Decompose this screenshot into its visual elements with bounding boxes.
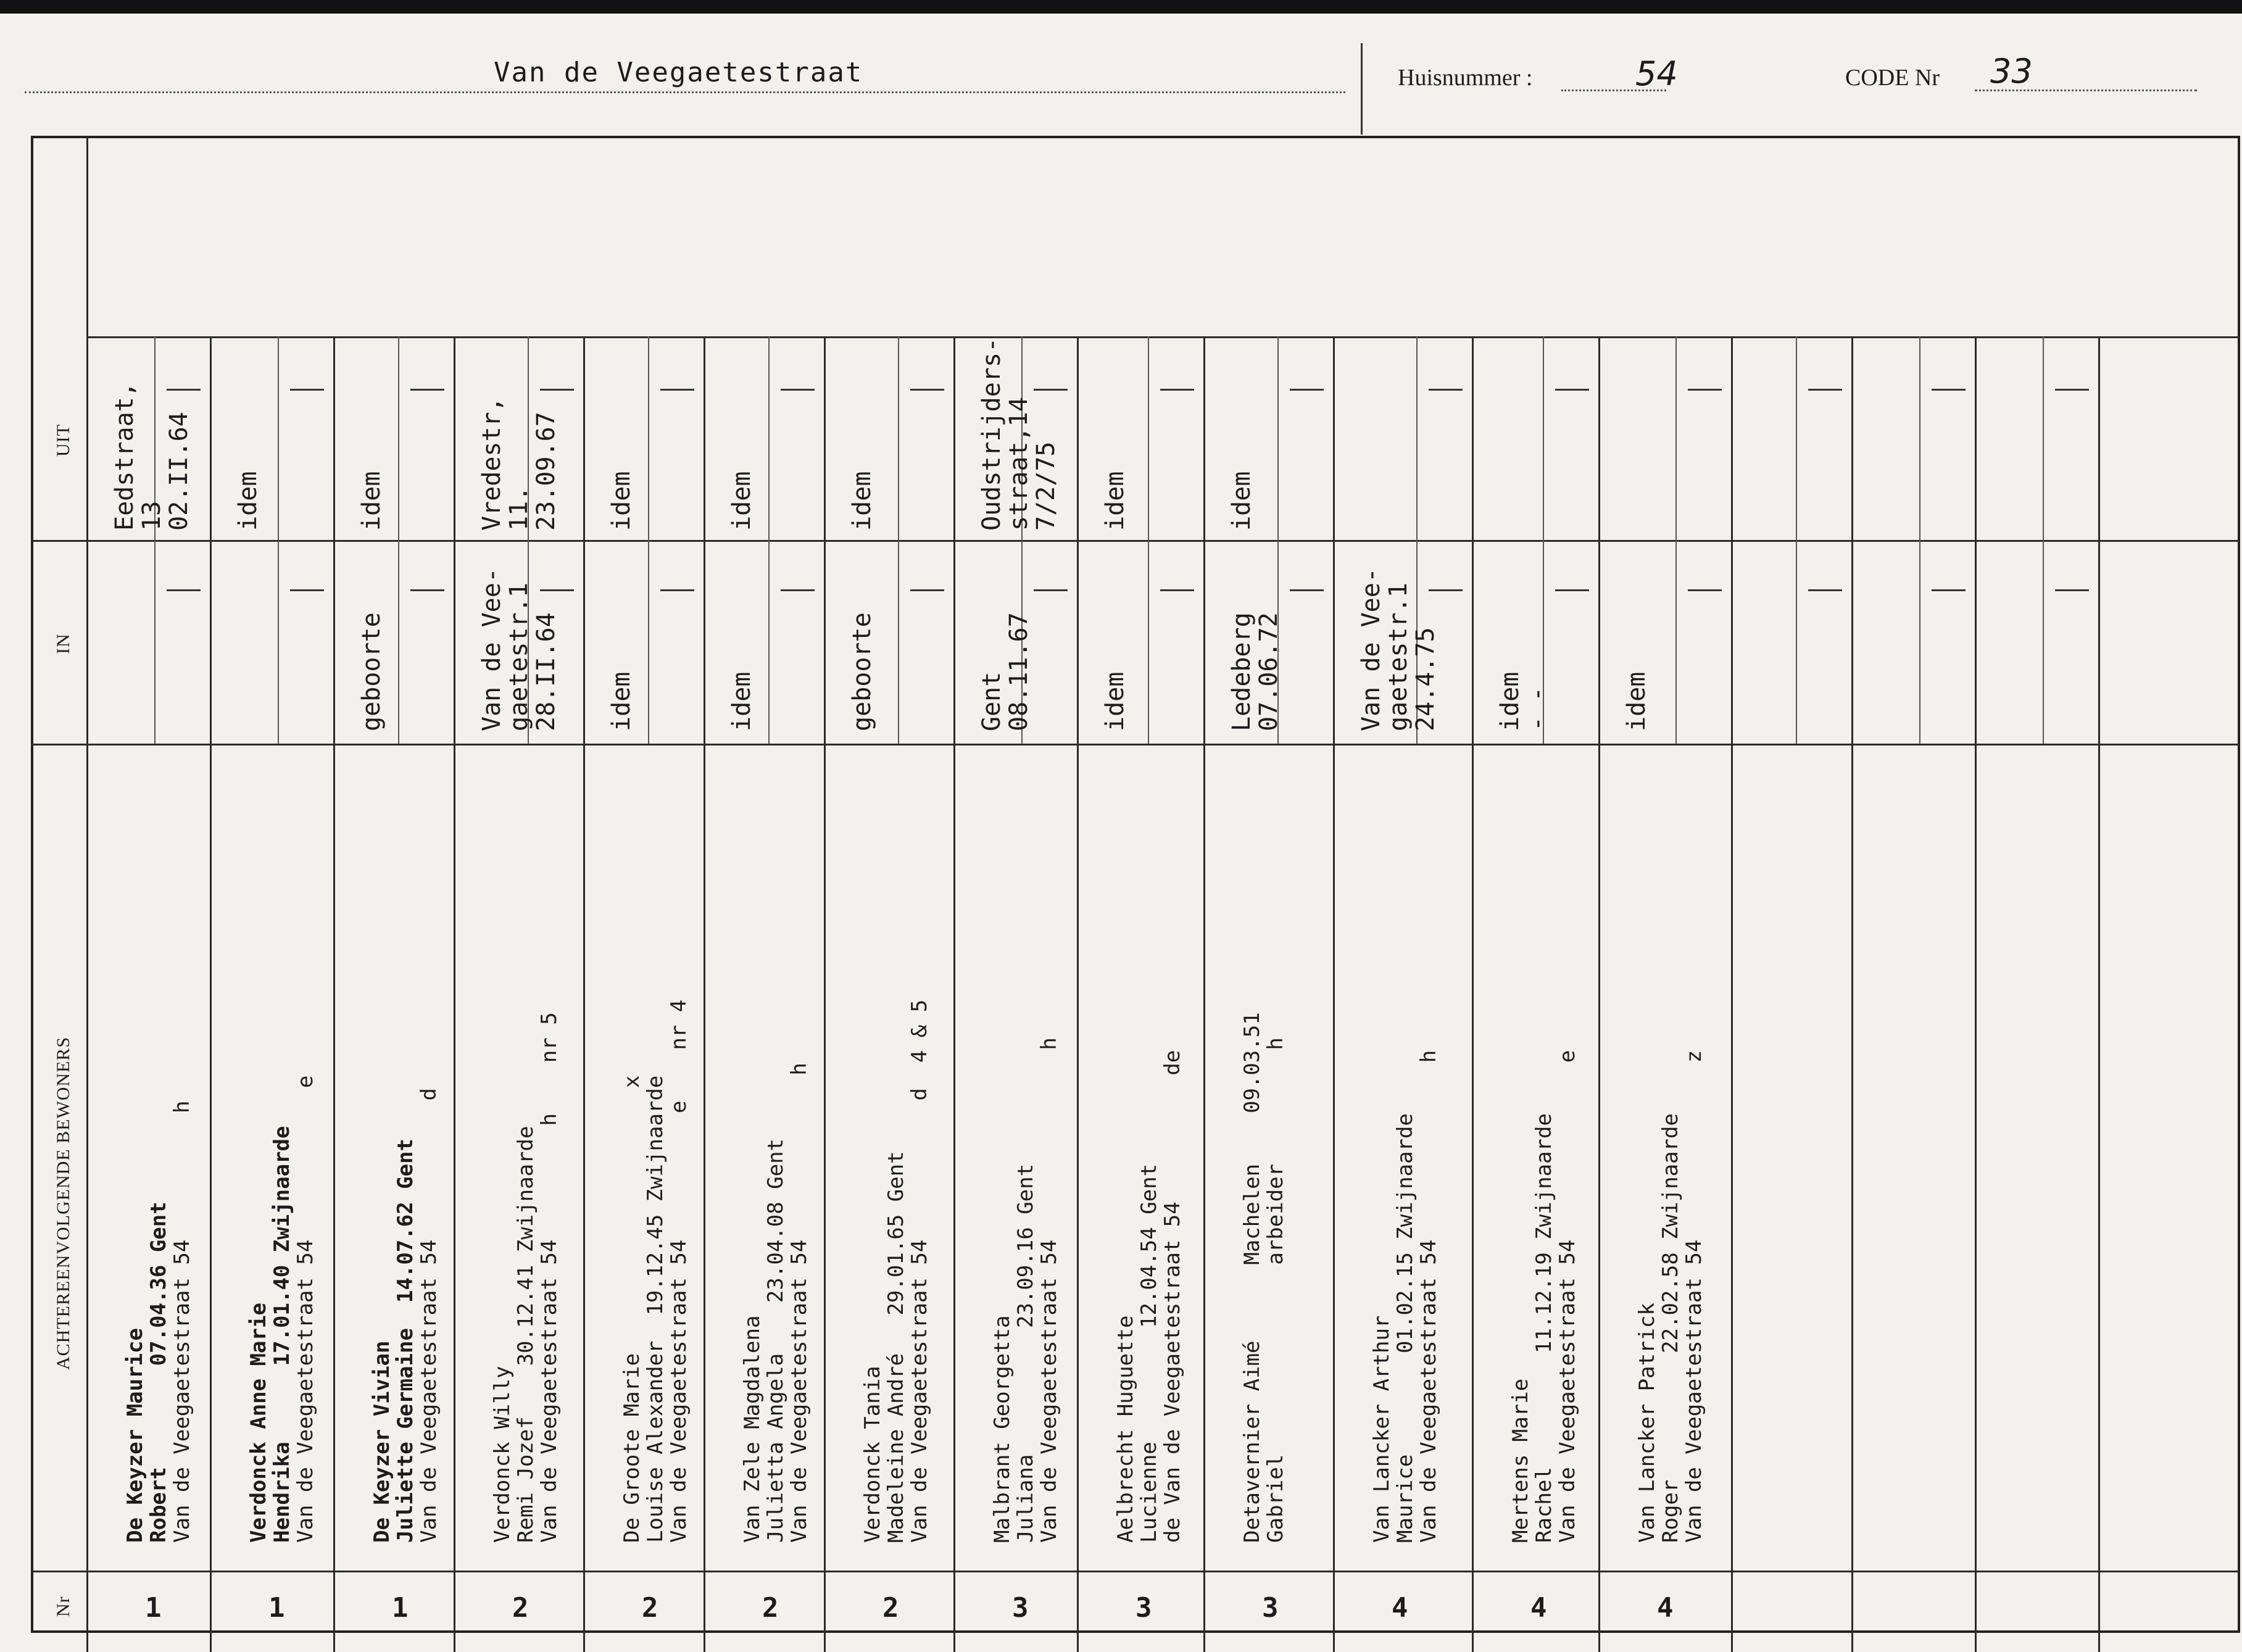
empty-field-dash (910, 589, 944, 591)
bottom-tick (1975, 1633, 1977, 1652)
resident-entry (1240, 1012, 1287, 1543)
resident-entry (123, 1101, 194, 1543)
uit-line: idem (607, 471, 636, 531)
row-nr: 4 (1530, 1592, 1547, 1624)
street-dotted-line (25, 91, 1345, 93)
resident-entry (491, 1012, 561, 1543)
bottom-tick (1077, 1633, 1079, 1652)
in-entry (478, 568, 560, 731)
empty-field-dash (1808, 389, 1842, 391)
uit-line: 13 (138, 500, 166, 531)
uit-line: idem (728, 471, 756, 531)
in-line: Ledeberg (1227, 612, 1256, 731)
empty-field-dash (660, 389, 694, 391)
resident-line: Remi Jozef 30.12.41 Zwijnaarde (513, 1126, 538, 1543)
resident-line: Madeleine André 29.01.65 Gent (884, 1151, 908, 1543)
empty-field-dash (1688, 389, 1722, 391)
in-entry (608, 672, 635, 731)
uit-entry (1102, 471, 1129, 531)
bottom-tick (824, 1633, 826, 1652)
bottom-tick (333, 1633, 335, 1652)
resident-line: Van de Veegaetestraat 54 h nr 5 (537, 1012, 562, 1543)
resident-line: Verdonck Tania (860, 1366, 885, 1543)
grid-column-line (1203, 336, 1205, 1633)
scan-top-edge (0, 0, 2242, 14)
uit-entry (111, 382, 193, 531)
grid-subcolumn-line (1148, 336, 1149, 744)
in-line: 24.4.75 (1411, 627, 1440, 731)
grid-subcolumn-line (648, 336, 649, 744)
in-line: 08.11.67 (1005, 612, 1033, 731)
in-line: idem (728, 671, 756, 731)
uit-entry (235, 471, 262, 531)
grid-column-line (953, 336, 955, 1633)
grid-subcolumn-line (768, 336, 770, 744)
resident-line: Maurice 01.02.15 Zwijnaarde (1393, 1113, 1418, 1543)
column-header-in: IN (53, 633, 73, 654)
grid-column-line (704, 336, 705, 1633)
empty-field-dash (1290, 389, 1324, 391)
resident-entry (861, 1000, 931, 1543)
resident-line: Julietta Angela 23.04.08 Gent (763, 1138, 788, 1543)
empty-field-dash (1688, 589, 1722, 591)
bottom-tick (953, 1633, 955, 1652)
uit-line: idem (234, 471, 262, 531)
row-nr: 2 (882, 1592, 899, 1624)
resident-line: Robert 07.04.36 Gent (146, 1202, 171, 1543)
grid-line-in-bewoners (31, 744, 2240, 745)
bottom-tick (1203, 1633, 1205, 1652)
resident-line: Verdonck Anne Marie (246, 1303, 271, 1543)
in-entry (1497, 672, 1551, 731)
grid-subcolumn-line (1796, 336, 1797, 744)
grid-subcolumn-line (278, 336, 279, 744)
grid-subcolumn-line (398, 336, 399, 744)
empty-field-dash (781, 589, 815, 591)
bottom-tick (583, 1633, 585, 1652)
empty-field-dash (2055, 389, 2089, 391)
grid-line-top (86, 336, 2240, 338)
empty-field-dash (1555, 589, 1589, 591)
grid-line-bewoners-nr (31, 1571, 2240, 1572)
resident-line: Van Lancker Patrick (1635, 1303, 1659, 1543)
resident-entry (1114, 1050, 1184, 1543)
resident-line: Van de Veegaetestraat 54 z (1682, 1050, 1706, 1543)
empty-field-dash (1429, 389, 1463, 391)
grid-column-line (1975, 336, 1977, 1633)
resident-line: Van de Veegaetestraat 54 h (787, 1063, 812, 1543)
in-line: idem (1101, 671, 1129, 731)
empty-field-dash (290, 589, 324, 591)
in-line: idem (1622, 671, 1651, 731)
column-header-uit: UIT (53, 424, 73, 457)
uit-line: idem (1227, 471, 1256, 531)
bottom-tick (86, 1633, 88, 1652)
grid-column-line (454, 336, 455, 1633)
uit-line: 7/2/75 (1032, 441, 1060, 531)
resident-entry (990, 1037, 1061, 1543)
in-line: - - (1523, 686, 1551, 731)
street-name: Van de Veegaetestraat (494, 57, 863, 88)
in-entry (978, 612, 1032, 731)
resident-line: Hendrika 17.01.40 Zwijnaarde (270, 1126, 294, 1543)
row-nr: 1 (392, 1592, 409, 1624)
bottom-tick (1851, 1633, 1853, 1652)
grid-column-line (583, 336, 585, 1633)
uit-entry (608, 471, 635, 531)
empty-field-dash (167, 589, 201, 591)
in-entry (1623, 672, 1650, 731)
empty-field-dash (1555, 389, 1589, 391)
bottom-tick (2098, 1633, 2100, 1652)
grid-column-line (824, 336, 826, 1633)
resident-line: Van Zele Magdalena (740, 1315, 765, 1543)
resident-entry (1635, 1050, 1706, 1543)
empty-field-dash (660, 589, 694, 591)
grid-subcolumn-line (898, 336, 899, 744)
resident-line: Van de Veegaetestraat 54 h (1416, 1050, 1441, 1543)
bottom-tick (1472, 1633, 1474, 1652)
row-nr: 4 (1657, 1592, 1674, 1624)
resident-line: Van de Veegaetestraat 54 e nr 4 (666, 999, 691, 1543)
grid-column-line (86, 136, 88, 1633)
in-entry (1228, 612, 1282, 731)
huisnummer-label: Huisnummer : (1398, 65, 1533, 91)
grid-column-line (1731, 336, 1733, 1633)
resident-line: Louise Alexander 19.12.45 Zwijnaarde (643, 1075, 668, 1543)
grid-column-line (2098, 336, 2100, 1633)
empty-field-dash (2055, 589, 2089, 591)
empty-field-dash (410, 389, 444, 391)
in-line: gaetestr.1 (1384, 583, 1413, 731)
empty-field-dash (540, 389, 574, 391)
resident-line: Van de Veegaetestraat 54 d 4 & 5 (907, 999, 932, 1543)
resident-line: Van Lancker Arthur (1369, 1315, 1394, 1543)
in-line: Van de Vee- (478, 568, 506, 731)
uit-entry (478, 397, 560, 531)
resident-line: De Keyzer Vivian (370, 1340, 394, 1543)
in-line: geboorte (848, 612, 876, 731)
header-divider (1361, 43, 1363, 135)
empty-field-dash (1932, 589, 1966, 591)
grid-column-line (1598, 336, 1600, 1633)
column-header-bewoners: ACHTEREENVOLGENDE BEWONERS (53, 1036, 73, 1370)
row-nr: 3 (1136, 1592, 1152, 1624)
uit-line: Oudstrijders- (978, 337, 1006, 531)
in-entry (728, 672, 755, 731)
resident-entry (370, 1088, 441, 1543)
empty-field-dash (1034, 589, 1068, 591)
uit-entry (978, 338, 1060, 531)
resident-line: Aelbrecht Huguette (1113, 1315, 1138, 1543)
row-nr: 3 (1012, 1592, 1029, 1624)
in-line: Gent (978, 671, 1006, 731)
resident-entry (741, 1063, 811, 1543)
in-line: idem (1496, 671, 1524, 731)
in-entry (1102, 672, 1129, 731)
grid-column-line (1333, 336, 1335, 1633)
resident-entry (247, 1076, 317, 1543)
bottom-tick (1731, 1633, 1733, 1652)
in-line: 28.II.64 (532, 612, 560, 731)
uit-entry (1228, 471, 1255, 531)
uit-line: 02.II.64 (165, 412, 193, 531)
row-nr: 2 (512, 1592, 529, 1624)
row-nr: 3 (1262, 1592, 1279, 1624)
empty-field-dash (290, 389, 324, 391)
resident-line: Van de Veegaetestraat 54 e (293, 1075, 318, 1543)
resident-line: Mertens Marie (1508, 1378, 1533, 1543)
empty-field-dash (1290, 589, 1324, 591)
empty-field-dash (410, 589, 444, 591)
code-value: 33 (1990, 52, 2033, 91)
empty-field-dash (1808, 589, 1842, 591)
bottom-tick (210, 1633, 212, 1652)
empty-field-dash (1160, 389, 1194, 391)
in-line: gaetestr.1 (505, 583, 533, 731)
uit-line: straat,14 (1005, 397, 1033, 531)
in-line: 07.06.72 (1255, 612, 1283, 731)
resident-line: Malbrant Georgetta (990, 1315, 1015, 1543)
grid-subcolumn-line (1919, 336, 1920, 744)
uit-line: 11. (505, 486, 533, 531)
uit-line: idem (848, 471, 876, 531)
bottom-tick (1598, 1633, 1600, 1652)
column-header-nr: Nr (53, 1596, 73, 1617)
uit-line: idem (1101, 471, 1129, 531)
resident-line: Van de Veegaetestraat 54 d (417, 1088, 441, 1543)
in-entry (1358, 568, 1439, 731)
bottom-tick (1333, 1633, 1335, 1652)
resident-entry (620, 1000, 691, 1543)
empty-field-dash (781, 389, 815, 391)
resident-line: Van de Veegaetestraat 54 h (1037, 1037, 1061, 1543)
resident-entry (1370, 1050, 1440, 1543)
row-nr: 4 (1392, 1592, 1408, 1624)
resident-line: Van de Veegaetestraat 54 e (1555, 1050, 1580, 1543)
uit-entry (358, 471, 385, 531)
row-nr: 1 (145, 1592, 162, 1624)
row-nr: 1 (268, 1592, 285, 1624)
empty-field-dash (910, 389, 944, 391)
resident-line: Rachel 11.12.19 Zwijnaarde (1532, 1113, 1556, 1543)
resident-line: de Van de Veegaetestraat 54 de (1160, 1050, 1185, 1543)
resident-line: De Groote Marie x (620, 1075, 644, 1543)
grid-column-line (1851, 336, 1853, 1633)
resident-line: Lucienne 12.04.54 Gent (1137, 1163, 1161, 1543)
resident-line: De Keyzer Maurice (123, 1328, 147, 1543)
huisnummer-value: 54 (1635, 54, 1678, 93)
uit-entry (849, 471, 876, 531)
in-line: geboorte (357, 612, 386, 731)
code-label: CODE Nr (1845, 65, 1940, 91)
uit-entry (728, 471, 755, 531)
resident-line: Juliette Germaine 14.07.62 Gent (393, 1138, 418, 1543)
grid-column-line (333, 336, 335, 1633)
grid-subcolumn-line (1675, 336, 1677, 744)
in-line: idem (607, 671, 636, 731)
grid-subcolumn-line (2043, 336, 2044, 744)
in-line: Van de Vee- (1357, 568, 1385, 731)
grid-column-line (1472, 336, 1474, 1633)
in-entry (358, 612, 385, 731)
bottom-tick (704, 1633, 705, 1652)
resident-line: Detavernier Aimé Machelen 09.03.51 (1240, 1012, 1264, 1543)
uit-line: idem (357, 471, 386, 531)
resident-entry (1509, 1050, 1579, 1543)
empty-field-dash (1932, 389, 1966, 391)
uit-line: Vredestr, (478, 397, 506, 531)
grid-column-line (210, 336, 212, 1633)
grid-line-uit-in (31, 540, 2240, 542)
grid-column-line (1077, 336, 1079, 1633)
row-nr: 2 (762, 1592, 779, 1624)
resident-line: Roger 22.02.58 Zwijnaarde (1658, 1113, 1683, 1543)
uit-line: 23.09.67 (532, 412, 560, 531)
row-nr: 2 (642, 1592, 658, 1624)
in-entry (849, 612, 876, 731)
empty-field-dash (1160, 589, 1194, 591)
resident-line: Juliana 23.09.16 Gent (1013, 1163, 1038, 1543)
bottom-tick (454, 1633, 455, 1652)
resident-line: Van de Veegaetestraat 54 h (170, 1100, 194, 1543)
uit-line: Eedstraat, (110, 382, 139, 531)
resident-line: Gabriel arbeider h (1263, 1037, 1288, 1543)
resident-line: Verdonck Willy (490, 1366, 515, 1543)
